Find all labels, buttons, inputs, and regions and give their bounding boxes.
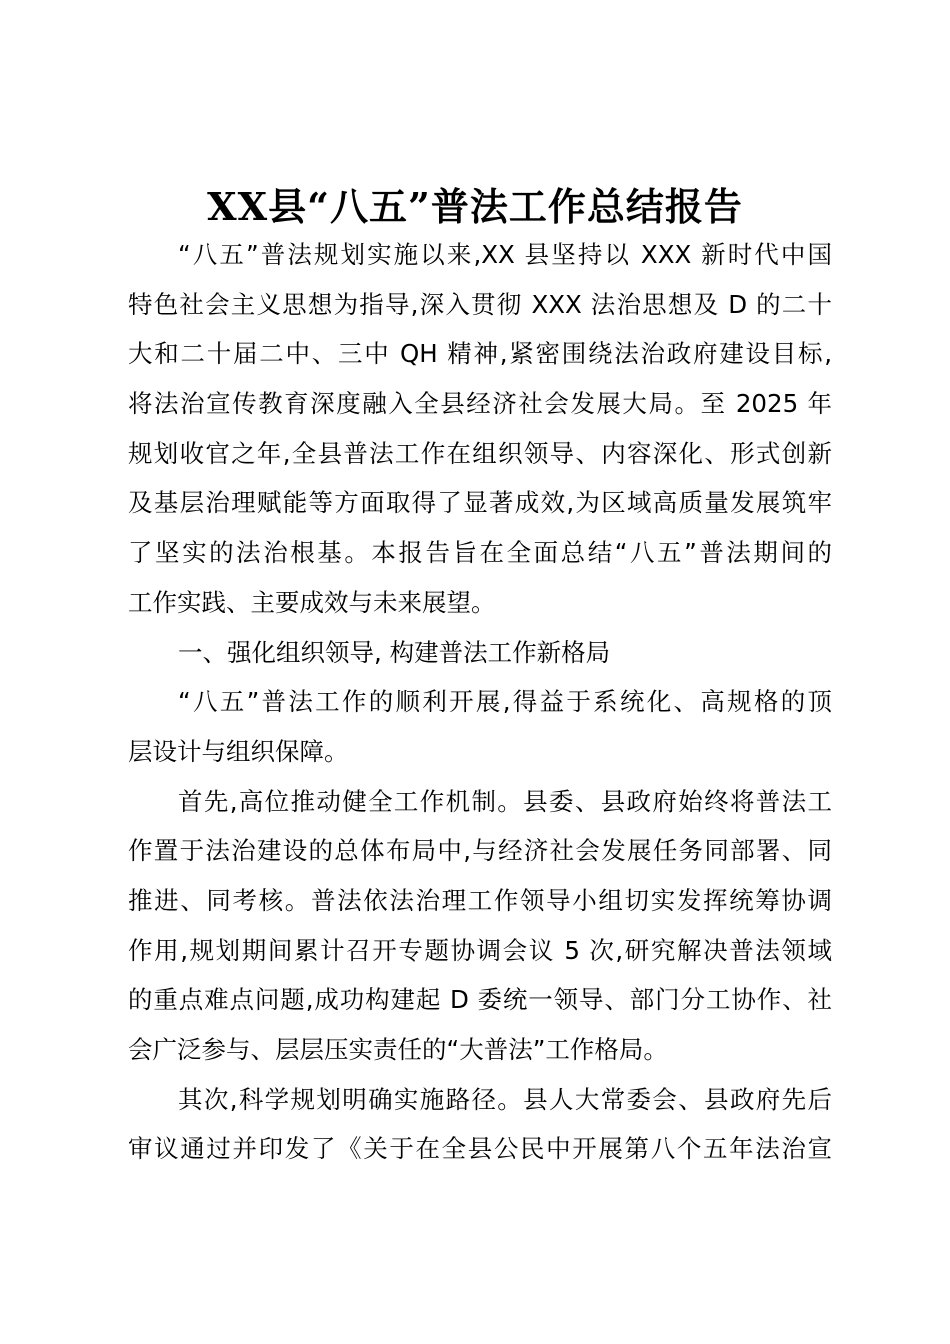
document-title: XX县“八五”普法工作总结报告	[207, 184, 743, 229]
text-line: “八五”普法规划实施以来,XX 县坚持以 XXX 新时代中国	[178, 240, 832, 269]
text-line: 将法治宣传教育深度融入全县经济社会发展大局。至 2025 年	[128, 389, 832, 419]
text-line: 了坚实的法治根基。本报告旨在全面总结“八五”普法期间的	[128, 538, 832, 568]
paragraph	[128, 677, 832, 776]
text-line: 层设计与组织保障。	[128, 736, 349, 766]
text-line: 作置于法治建设的总体布局中,与经济社会发展任务同部署、同	[128, 836, 832, 866]
text-line: 首先,高位推动健全工作机制。县委、县政府始终将普法工	[178, 786, 832, 816]
paragraph	[128, 1075, 832, 1174]
text-line: 规划收官之年,全县普法工作在组织领导、内容深化、形式创新	[128, 438, 832, 468]
text-line: 推进、同考核。普法依法治理工作领导小组切实发挥统筹协调	[128, 885, 832, 915]
section-heading	[128, 628, 832, 678]
text-line: 工作实践、主要成效与未来展望。	[128, 587, 496, 617]
text-line: 的重点难点问题,成功构建起 D 委统一领导、部门分工协作、社	[128, 985, 832, 1015]
text-line: 一、强化组织领导, 构建普法工作新格局	[178, 637, 611, 667]
text-line: 作用,规划期间累计召开专题协调会议 5 次,研究解决普法领域	[128, 935, 832, 965]
text-line: 大和二十届二中、三中 QH 精神,紧密围绕法治政府建设目标,	[128, 339, 832, 369]
text-line: 特色社会主义思想为指导,深入贯彻 XXX 法治思想及 D 的二十	[128, 289, 832, 319]
text-line: 其次,科学规划明确实施路径。县人大常委会、县政府先后	[178, 1084, 832, 1114]
text-line: “八五”普法工作的顺利开展,得益于系统化、高规格的顶	[178, 687, 832, 717]
paragraph	[128, 777, 832, 1075]
text-line: 及基层治理赋能等方面取得了显著成效,为区域高质量发展筑牢	[128, 488, 832, 518]
document-body	[128, 230, 832, 1174]
paragraph	[128, 230, 832, 628]
text-line: 会广泛参与、层层压实责任的“大普法”工作格局。	[128, 1035, 668, 1064]
text-line: 审议通过并印发了《关于在全县公民中开展第八个五年法治宣	[128, 1134, 832, 1164]
